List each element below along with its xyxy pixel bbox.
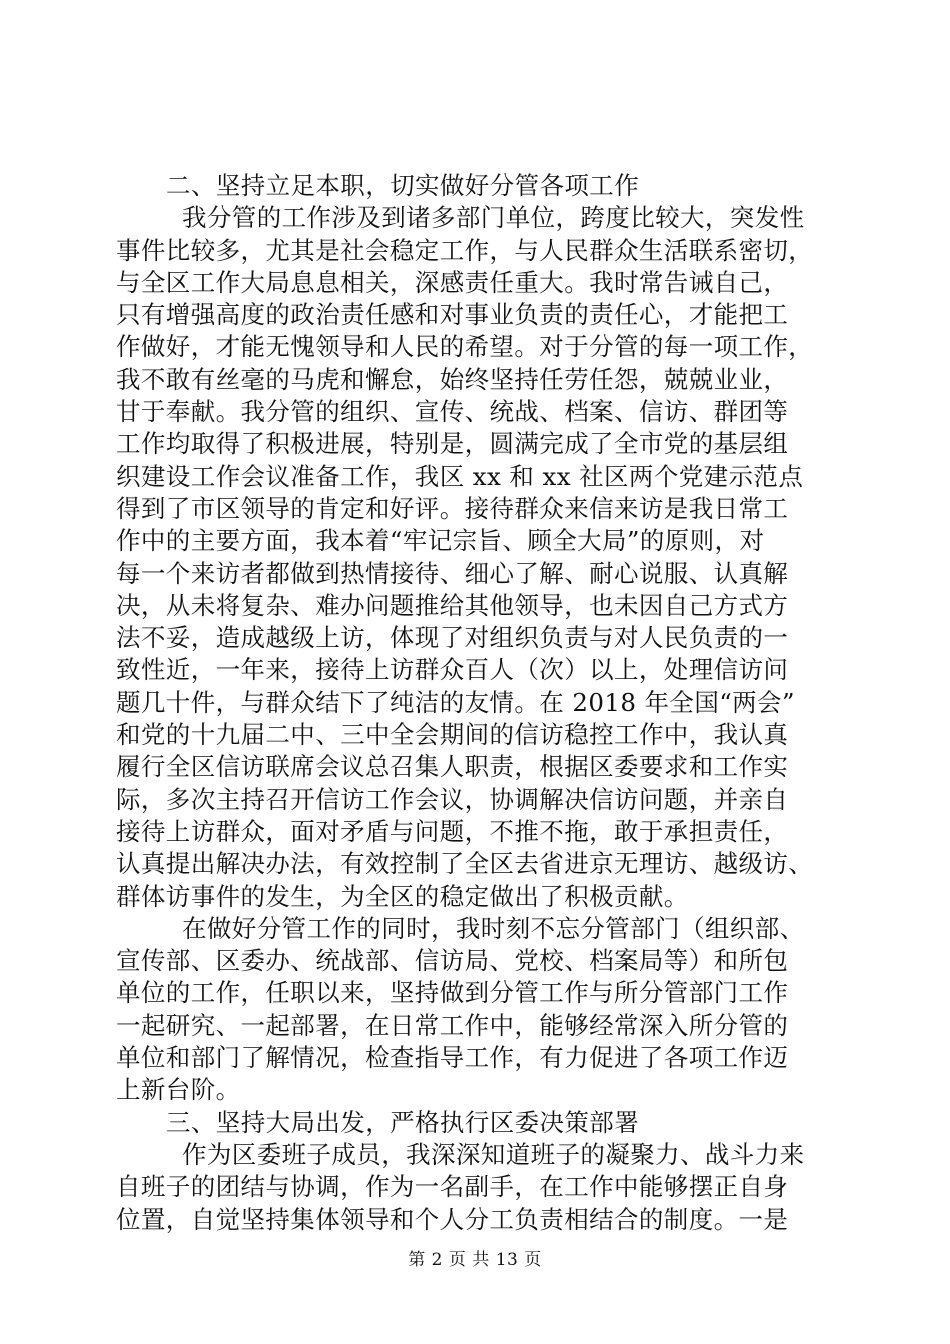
paragraph-line: 在做好分管工作的同时，我时刻不忘分管部门（组织部、	[182, 913, 805, 943]
paragraph-line: 事件比较多，尤其是社会稳定工作，与人民群众生活联系密切，	[116, 235, 814, 265]
paragraph-line: 只有增强高度的政治责任感和对事业负责的责任心，才能把工	[116, 300, 789, 330]
paragraph-line: 工作均取得了积极进展，特别是，圆满完成了全市党的基层组	[116, 429, 789, 459]
paragraph-line: 接待上访群众，面对矛盾与问题，不推不拖，敢于承担责任，	[116, 816, 789, 846]
section-heading-3: 三、坚持大局出发，严格执行区委决策部署	[166, 1107, 640, 1137]
paragraph-line: 群体访事件的发生，为全区的稳定做出了积极贡献。	[116, 881, 689, 911]
paragraph-line: 际，多次主持召开信访工作会议，协调解决信访问题，并亲自	[116, 784, 789, 814]
paragraph-line: 我分管的工作涉及到诸多部门单位，跨度比较大，突发性	[182, 203, 805, 233]
paragraph-line: 作做好，才能无愧领导和人民的希望。对于分管的每一项工作，	[116, 332, 814, 362]
paragraph-line: 上新台阶。	[116, 1075, 241, 1105]
paragraph-line: 得到了市区领导的肯定和好评。接待群众来信来访是我日常工	[116, 493, 789, 523]
paragraph-line: 甘于奉献。我分管的组织、宣传、统战、档案、信访、群团等	[116, 397, 789, 427]
paragraph-line: 单位的工作，任职以来，坚持做到分管工作与所分管部门工作	[116, 978, 789, 1008]
paragraph-section2-2	[116, 913, 836, 1107]
paragraph-line: 我不敢有丝毫的马虎和懈怠，始终坚持任劳任怨，兢兢业业，	[116, 364, 789, 394]
paragraph-line: 与全区工作大局息息相关，深感责任重大。我时常告诫自己，	[116, 267, 789, 297]
paragraph-line: 一起研究、一起部署，在日常工作中，能够经常深入所分管的	[116, 1010, 789, 1040]
paragraph-section2-1	[116, 202, 836, 913]
paragraph-line: 决，从未将复杂、难办问题推给其他领导，也未因自己方式方	[116, 590, 789, 620]
paragraph-line: 织建设工作会议准备工作，我区 xx 和 xx 社区两个党建示范点	[116, 461, 804, 491]
paragraph-line: 宣传部、区委办、统战部、信访局、党校、档案局等）和所包	[116, 946, 789, 976]
paragraph-line: 自班子的团结与协调，作为一名副手，在工作中能够摆正自身	[116, 1172, 789, 1202]
paragraph-line: 履行全区信访联席会议总召集人职责，根据区委要求和工作实	[116, 752, 789, 782]
paragraph-line: 致性近，一年来，接待上访群众百人（次）以上，处理信访问	[116, 655, 789, 685]
paragraph-line: 法不妥，造成越级上访，体现了对组织负责与对人民负责的一	[116, 623, 789, 653]
paragraph-line: 位置，自觉坚持集体领导和个人分工负责相结合的制度。一是	[116, 1204, 789, 1234]
paragraph-line: 作为区委班子成员，我深深知道班子的凝聚力、战斗力来	[182, 1139, 805, 1169]
paragraph-line: 单位和部门了解情况，检查指导工作，有力促进了各项工作迈	[116, 1043, 789, 1073]
paragraph-line: 认真提出解决办法，有效控制了全区去省进京无理访、越级访、	[116, 849, 814, 879]
document-body	[116, 170, 836, 1236]
paragraph-line: 每一个来访者都做到热情接待、细心了解、耐心说服、认真解	[116, 558, 789, 588]
paragraph-line: 作中的主要方面，我本着“牢记宗旨、顾全大局”的原则，对	[116, 526, 765, 556]
paragraph-line: 和党的十九届二中、三中全会期间的信访稳控工作中，我认真	[116, 720, 789, 750]
page-number-footer: 第 2 页 共 13 页	[408, 1250, 542, 1270]
paragraph-line: 题几十件，与群众结下了纯洁的友情。在 2018 年全国“两会”	[116, 687, 795, 717]
section-heading-2: 二、坚持立足本职，切实做好分管各项工作	[166, 171, 640, 200]
paragraph-section3-1	[116, 1139, 836, 1236]
